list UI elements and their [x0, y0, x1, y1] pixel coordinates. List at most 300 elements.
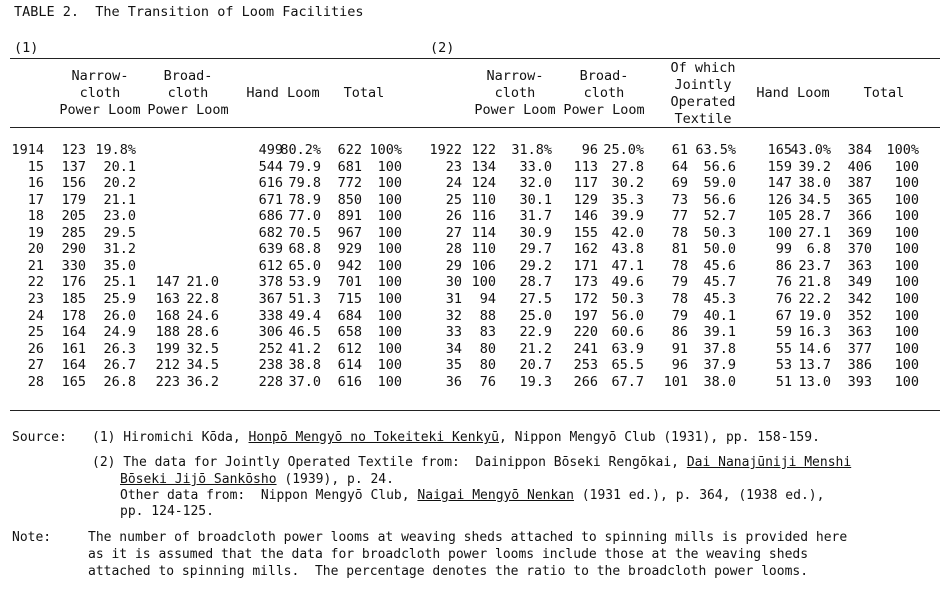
- right-cell-r11-c2: 22.9: [519, 324, 552, 341]
- right-cell-r12-c5: 91: [671, 340, 688, 357]
- right-cell-r0-c8: 43.0%: [790, 142, 831, 158]
- right-cell-r14-c2: 19.3: [519, 373, 552, 390]
- right-cell-r2-c9: 387: [847, 175, 872, 192]
- left-cell-r12-c7: 612: [337, 340, 362, 357]
- left-cell-r2-c2: 20.2: [103, 175, 136, 192]
- right-cell-r1-c8: 39.2: [798, 158, 831, 175]
- right-cell-r3-c1: 110: [471, 191, 496, 208]
- right-cell-r6-c6: 50.0: [703, 241, 736, 258]
- right-cell-r2-c1: 124: [471, 175, 496, 192]
- left-cell-r5-c8: 100: [377, 224, 402, 241]
- right-cell-r9-c2: 27.5: [519, 290, 552, 307]
- right-cell-r5-c4: 42.0: [611, 224, 644, 241]
- right-cell-r9-c0: 31: [445, 290, 462, 307]
- left-cell-r4-c7: 891: [337, 208, 362, 225]
- right-cell-r3-c6: 56.6: [703, 191, 736, 208]
- left-cell-r3-c5: 671: [258, 191, 283, 208]
- left-cell-r5-c2: 29.5: [103, 224, 136, 241]
- left-cell-r4-c1: 205: [61, 208, 86, 225]
- left-cell-r9-c5: 367: [258, 290, 283, 307]
- left-cell-r9-c8: 100: [377, 290, 402, 307]
- left-cell-r12-c0: 26: [27, 340, 44, 357]
- right-cell-r5-c0: 27: [445, 224, 462, 241]
- right-cell-r0-c0: 1922: [429, 142, 462, 158]
- right-cell-r4-c6: 52.7: [703, 208, 736, 225]
- right-cell-r11-c10: 100: [894, 324, 919, 341]
- source-1: (1) Hiromichi Kōda, Honpō Mengyō no Tokeiteki Kenkyū, Nippon Mengyō Club (1931), pp. 158-159.: [92, 430, 820, 445]
- left-cell-r5-c0: 19: [27, 224, 44, 241]
- left-cell-r12-c4: 32.5: [186, 340, 219, 357]
- right-cell-r4-c4: 39.9: [611, 208, 644, 225]
- right-cell-r8-c1: 100: [471, 274, 496, 291]
- left-cell-r5-c1: 285: [61, 224, 86, 241]
- right-cell-r5-c5: 78: [671, 224, 688, 241]
- right-cell-r8-c4: 49.6: [611, 274, 644, 291]
- right-cell-r11-c8: 16.3: [798, 324, 831, 341]
- right-cell-r10-c5: 79: [671, 307, 688, 324]
- right-cell-r10-c3: 197: [573, 307, 598, 324]
- section-2-label: (2): [430, 40, 455, 56]
- right-cell-r4-c8: 28.7: [798, 208, 831, 225]
- right-cell-r13-c0: 35: [445, 357, 462, 374]
- right-cell-r9-c5: 78: [671, 290, 688, 307]
- right-cell-r13-c10: 100: [894, 357, 919, 374]
- right-cell-r3-c2: 30.1: [519, 191, 552, 208]
- right-cell-r4-c9: 366: [847, 208, 872, 225]
- right-cell-r10-c0: 32: [445, 307, 462, 324]
- right-cell-r1-c3: 113: [573, 158, 598, 175]
- source-2-other: Other data from: Nippon Mengyō Club, Naigai Mengyō Nenkan (1931 ed.), p. 364, (1938 ed.),: [120, 488, 825, 503]
- left-cell-r11-c0: 25: [27, 324, 44, 341]
- left-cell-r10-c8: 100: [377, 307, 402, 324]
- left-cell-r2-c5: 616: [258, 175, 283, 192]
- left-cell-r13-c7: 614: [337, 357, 362, 374]
- rule-bottom: [10, 410, 940, 411]
- right-cell-r9-c10: 100: [894, 290, 919, 307]
- right-cell-r5-c7: 100: [767, 224, 792, 241]
- right-cell-r14-c3: 266: [573, 373, 598, 390]
- left-cell-r6-c2: 31.2: [103, 241, 136, 258]
- left-cell-r0-c5: 499: [258, 142, 283, 158]
- right-cell-r5-c9: 369: [847, 224, 872, 241]
- left-cell-r6-c0: 20: [27, 241, 44, 258]
- right-cell-r10-c4: 56.0: [611, 307, 644, 324]
- left-cell-r7-c8: 100: [377, 257, 402, 274]
- right-cell-r11-c7: 59: [775, 324, 792, 341]
- left-cell-r14-c6: 37.0: [288, 373, 321, 390]
- right-cell-r12-c9: 377: [847, 340, 872, 357]
- right-cell-r14-c0: 36: [445, 373, 462, 390]
- left-cell-r0-c0: 1914: [11, 142, 44, 158]
- left-cell-r11-c6: 46.5: [288, 324, 321, 341]
- left-cell-r0-c8: 100%: [369, 142, 402, 158]
- source-1-title: Honpō Mengyō no Tokeiteki Kenkyū: [248, 430, 499, 445]
- right-cell-r8-c2: 28.7: [519, 274, 552, 291]
- left-cell-r11-c5: 306: [258, 324, 283, 341]
- header-jointly-operated: Of which Jointly Operated Textile: [670, 60, 736, 127]
- right-cell-r0-c6: 63.5%: [695, 142, 736, 158]
- right-cell-r13-c8: 13.7: [798, 357, 831, 374]
- right-cell-r7-c6: 45.6: [703, 257, 736, 274]
- left-cell-r6-c1: 290: [61, 241, 86, 258]
- left-cell-r10-c4: 24.6: [186, 307, 219, 324]
- right-cell-r1-c5: 64: [671, 158, 688, 175]
- right-cell-r3-c4: 35.3: [611, 191, 644, 208]
- right-cell-r10-c8: 19.0: [798, 307, 831, 324]
- left-cell-r7-c6: 65.0: [288, 257, 321, 274]
- left-cell-r0-c2: 19.8%: [95, 142, 136, 158]
- left-cell-r14-c5: 228: [258, 373, 283, 390]
- right-cell-r0-c7: 165: [767, 142, 792, 158]
- source-2-other-title: Naigai Mengyō Nenkan: [417, 488, 574, 503]
- left-cell-r10-c3: 168: [155, 307, 180, 324]
- right-cell-r12-c4: 63.9: [611, 340, 644, 357]
- right-cell-r13-c4: 65.5: [611, 357, 644, 374]
- right-cell-r11-c3: 220: [573, 324, 598, 341]
- left-cell-r13-c5: 238: [258, 357, 283, 374]
- left-cell-r12-c5: 252: [258, 340, 283, 357]
- right-cell-r8-c10: 100: [894, 274, 919, 291]
- right-cell-r4-c2: 31.7: [519, 208, 552, 225]
- left-cell-r12-c6: 41.2: [288, 340, 321, 357]
- left-cell-r13-c0: 27: [27, 357, 44, 374]
- right-cell-r6-c0: 28: [445, 241, 462, 258]
- left-cell-r13-c1: 164: [61, 357, 86, 374]
- left-cell-r1-c6: 79.9: [288, 158, 321, 175]
- right-cell-r10-c9: 352: [847, 307, 872, 324]
- left-cell-r0-c6: 80.2%: [280, 142, 321, 158]
- left-cell-r10-c0: 24: [27, 307, 44, 324]
- source-2-cont: Bōseki Jijō Sankōsho (1939), p. 24.: [120, 472, 394, 487]
- right-cell-r2-c0: 24: [445, 175, 462, 192]
- right-cell-r6-c1: 110: [471, 241, 496, 258]
- left-cell-r3-c0: 17: [27, 191, 44, 208]
- right-cell-r1-c4: 27.8: [611, 158, 644, 175]
- left-cell-r5-c5: 682: [258, 224, 283, 241]
- right-cell-r1-c10: 100: [894, 158, 919, 175]
- right-cell-r7-c0: 29: [445, 257, 462, 274]
- right-cell-r1-c2: 33.0: [519, 158, 552, 175]
- left-cell-r10-c6: 49.4: [288, 307, 321, 324]
- right-cell-r6-c10: 100: [894, 241, 919, 258]
- section-1-label: (1): [14, 40, 39, 56]
- left-cell-r14-c1: 165: [61, 373, 86, 390]
- right-cell-r9-c3: 172: [573, 290, 598, 307]
- left-cell-r14-c2: 26.8: [103, 373, 136, 390]
- left-cell-r2-c6: 79.8: [288, 175, 321, 192]
- left-cell-r13-c6: 38.8: [288, 357, 321, 374]
- right-cell-r11-c6: 39.1: [703, 324, 736, 341]
- right-cell-r1-c6: 56.6: [703, 158, 736, 175]
- right-cell-r7-c5: 78: [671, 257, 688, 274]
- right-cell-r10-c10: 100: [894, 307, 919, 324]
- left-cell-r3-c8: 100: [377, 191, 402, 208]
- right-cell-r0-c3: 96: [581, 142, 598, 158]
- right-cell-r2-c10: 100: [894, 175, 919, 192]
- right-cell-r8-c0: 30: [445, 274, 462, 291]
- right-cell-r1-c9: 406: [847, 158, 872, 175]
- left-cell-r8-c5: 378: [258, 274, 283, 291]
- right-cell-r2-c8: 38.0: [798, 175, 831, 192]
- left-cell-r7-c2: 35.0: [103, 257, 136, 274]
- note-label: Note:: [12, 530, 52, 545]
- left-cell-r14-c3: 223: [155, 373, 180, 390]
- right-cell-r7-c3: 171: [573, 257, 598, 274]
- right-cell-r0-c5: 61: [671, 142, 688, 158]
- right-cell-r14-c7: 51: [775, 373, 792, 390]
- right-cell-r12-c10: 100: [894, 340, 919, 357]
- header-narrowcloth-2: Narrow- cloth Power Loom: [474, 68, 556, 118]
- right-cell-r0-c9: 384: [847, 142, 872, 158]
- header-total-1: Total: [343, 85, 385, 101]
- right-cell-r13-c6: 37.9: [703, 357, 736, 374]
- right-cell-r3-c0: 25: [445, 191, 462, 208]
- right-cell-r4-c10: 100: [894, 208, 919, 225]
- left-cell-r8-c4: 21.0: [186, 274, 219, 291]
- right-cell-r0-c1: 122: [471, 142, 496, 158]
- source-2-title-b: Bōseki Jijō Sankōsho: [120, 472, 277, 487]
- right-cell-r8-c7: 76: [775, 274, 792, 291]
- left-cell-r7-c7: 942: [337, 257, 362, 274]
- right-cell-r12-c6: 37.8: [703, 340, 736, 357]
- right-cell-r0-c2: 31.8%: [511, 142, 552, 158]
- left-cell-r14-c4: 36.2: [186, 373, 219, 390]
- left-cell-r7-c1: 330: [61, 257, 86, 274]
- left-cell-r8-c7: 701: [337, 274, 362, 291]
- right-cell-r0-c10: 100%: [886, 142, 919, 158]
- right-cell-r12-c0: 34: [445, 340, 462, 357]
- source-2-title-a: Dai Nanajūniji Menshi: [686, 455, 852, 470]
- left-cell-r10-c7: 684: [337, 307, 362, 324]
- left-cell-r3-c1: 179: [61, 191, 86, 208]
- left-cell-r1-c8: 100: [377, 158, 402, 175]
- left-cell-r10-c2: 26.0: [103, 307, 136, 324]
- left-cell-r8-c6: 53.9: [288, 274, 321, 291]
- left-cell-r4-c5: 686: [258, 208, 283, 225]
- left-cell-r9-c7: 715: [337, 290, 362, 307]
- right-cell-r6-c3: 162: [573, 241, 598, 258]
- left-cell-r11-c4: 28.6: [186, 324, 219, 341]
- right-cell-r9-c9: 342: [847, 290, 872, 307]
- left-cell-r13-c3: 212: [155, 357, 180, 374]
- right-cell-r14-c8: 13.0: [798, 373, 831, 390]
- left-cell-r13-c4: 34.5: [186, 357, 219, 374]
- right-cell-r14-c10: 100: [894, 373, 919, 390]
- right-cell-r1-c0: 23: [445, 158, 462, 175]
- right-cell-r9-c7: 76: [775, 290, 792, 307]
- right-cell-r2-c6: 59.0: [703, 175, 736, 192]
- right-cell-r4-c0: 26: [445, 208, 462, 225]
- right-cell-r8-c9: 349: [847, 274, 872, 291]
- right-cell-r10-c2: 25.0: [519, 307, 552, 324]
- header-handloom-2: Hand Loom: [756, 85, 830, 101]
- left-cell-r11-c1: 164: [61, 324, 86, 341]
- right-cell-r5-c1: 114: [471, 224, 496, 241]
- right-cell-r6-c5: 81: [671, 241, 688, 258]
- right-cell-r7-c1: 106: [471, 257, 496, 274]
- left-cell-r9-c6: 51.3: [288, 290, 321, 307]
- left-cell-r4-c0: 18: [27, 208, 44, 225]
- left-cell-r3-c2: 21.1: [103, 191, 136, 208]
- right-cell-r5-c3: 155: [573, 224, 598, 241]
- right-cell-r3-c3: 129: [573, 191, 598, 208]
- right-cell-r2-c3: 117: [573, 175, 598, 192]
- right-cell-r7-c2: 29.2: [519, 257, 552, 274]
- header-handloom-1: Hand Loom: [246, 85, 320, 101]
- right-cell-r13-c1: 80: [479, 357, 496, 374]
- table-title: TABLE 2. The Transition of Loom Facilities: [14, 4, 364, 20]
- left-cell-r10-c5: 338: [258, 307, 283, 324]
- left-cell-r12-c2: 26.3: [103, 340, 136, 357]
- left-cell-r8-c1: 176: [61, 274, 86, 291]
- left-cell-r9-c2: 25.9: [103, 290, 136, 307]
- right-cell-r1-c7: 159: [767, 158, 792, 175]
- right-cell-r13-c2: 20.7: [519, 357, 552, 374]
- right-cell-r2-c5: 69: [671, 175, 688, 192]
- right-cell-r11-c9: 363: [847, 324, 872, 341]
- right-cell-r6-c9: 370: [847, 241, 872, 258]
- left-cell-r0-c1: 123: [61, 142, 86, 158]
- left-cell-r11-c3: 188: [155, 324, 180, 341]
- right-cell-r6-c8: 6.8: [806, 241, 831, 258]
- left-cell-r1-c0: 15: [27, 158, 44, 175]
- right-cell-r7-c4: 47.1: [611, 257, 644, 274]
- header-broadcloth-1: Broad- cloth Power Loom: [147, 68, 229, 118]
- right-cell-r8-c8: 21.8: [798, 274, 831, 291]
- left-cell-r14-c0: 28: [27, 373, 44, 390]
- right-cell-r11-c0: 33: [445, 324, 462, 341]
- left-cell-r2-c8: 100: [377, 175, 402, 192]
- left-cell-r12-c3: 199: [155, 340, 180, 357]
- left-cell-r5-c7: 967: [337, 224, 362, 241]
- header-narrowcloth-1: Narrow- cloth Power Loom: [59, 68, 141, 118]
- left-cell-r11-c8: 100: [377, 324, 402, 341]
- left-cell-r10-c1: 178: [61, 307, 86, 324]
- right-cell-r3-c10: 100: [894, 191, 919, 208]
- left-cell-r12-c8: 100: [377, 340, 402, 357]
- right-cell-r5-c8: 27.1: [798, 224, 831, 241]
- left-cell-r9-c0: 23: [27, 290, 44, 307]
- right-cell-r12-c8: 14.6: [798, 340, 831, 357]
- left-cell-r9-c1: 185: [61, 290, 86, 307]
- right-cell-r3-c5: 73: [671, 191, 688, 208]
- note-line-2: as it is assumed that the data for broadcloth power looms include those at the weaving sheds: [88, 547, 809, 562]
- left-cell-r4-c2: 23.0: [103, 208, 136, 225]
- note-line-3: attached to spinning mills. The percentage denotes the ratio to the broadcloth power looms.: [88, 564, 809, 579]
- rule-header: [10, 127, 940, 128]
- right-cell-r6-c4: 43.8: [611, 241, 644, 258]
- right-cell-r4-c7: 105: [767, 208, 792, 225]
- left-cell-r2-c0: 16: [27, 175, 44, 192]
- source-2: (2) The data for Jointly Operated Textile from: Dainippon Bōseki Rengōkai, Dai Nanajūniji Menshi: [92, 455, 852, 470]
- left-cell-r6-c6: 68.8: [288, 241, 321, 258]
- left-cell-r7-c0: 21: [27, 257, 44, 274]
- source-label: Source:: [12, 430, 67, 445]
- right-cell-r7-c10: 100: [894, 257, 919, 274]
- left-cell-r8-c0: 22: [27, 274, 44, 291]
- left-cell-r2-c7: 772: [337, 175, 362, 192]
- right-cell-r10-c6: 40.1: [703, 307, 736, 324]
- right-cell-r8-c3: 173: [573, 274, 598, 291]
- source-2-pages: pp. 124-125.: [120, 504, 214, 519]
- left-cell-r1-c5: 544: [258, 158, 283, 175]
- left-cell-r8-c2: 25.1: [103, 274, 136, 291]
- right-cell-r9-c1: 94: [479, 290, 496, 307]
- right-cell-r13-c3: 253: [573, 357, 598, 374]
- left-cell-r9-c3: 163: [155, 290, 180, 307]
- right-cell-r13-c5: 96: [671, 357, 688, 374]
- right-cell-r11-c5: 86: [671, 324, 688, 341]
- right-cell-r3-c8: 34.5: [798, 191, 831, 208]
- left-cell-r4-c8: 100: [377, 208, 402, 225]
- right-cell-r14-c4: 67.7: [611, 373, 644, 390]
- left-cell-r8-c8: 100: [377, 274, 402, 291]
- right-cell-r4-c1: 116: [471, 208, 496, 225]
- left-cell-r0-c7: 622: [337, 142, 362, 158]
- right-cell-r8-c6: 45.7: [703, 274, 736, 291]
- right-cell-r7-c8: 23.7: [798, 257, 831, 274]
- left-cell-r13-c8: 100: [377, 357, 402, 374]
- right-cell-r2-c7: 147: [767, 175, 792, 192]
- right-cell-r12-c3: 241: [573, 340, 598, 357]
- right-cell-r4-c5: 77: [671, 208, 688, 225]
- right-cell-r11-c1: 83: [479, 324, 496, 341]
- right-cell-r10-c1: 88: [479, 307, 496, 324]
- note-line-1: The number of broadcloth power looms at weaving sheds attached to spinning mills is provided here: [88, 530, 848, 545]
- right-cell-r6-c2: 29.7: [519, 241, 552, 258]
- left-cell-r14-c8: 100: [377, 373, 402, 390]
- right-cell-r12-c1: 80: [479, 340, 496, 357]
- left-cell-r6-c7: 929: [337, 241, 362, 258]
- right-cell-r7-c7: 86: [775, 257, 792, 274]
- left-cell-r1-c1: 137: [61, 158, 86, 175]
- right-cell-r4-c3: 146: [573, 208, 598, 225]
- left-cell-r1-c2: 20.1: [103, 158, 136, 175]
- left-cell-r11-c2: 24.9: [103, 324, 136, 341]
- left-cell-r13-c2: 26.7: [103, 357, 136, 374]
- right-cell-r9-c4: 50.3: [611, 290, 644, 307]
- rule-top: [10, 58, 940, 59]
- left-cell-r1-c7: 681: [337, 158, 362, 175]
- left-cell-r6-c8: 100: [377, 241, 402, 258]
- left-cell-r2-c1: 156: [61, 175, 86, 192]
- left-cell-r4-c6: 77.0: [288, 208, 321, 225]
- left-cell-r12-c1: 161: [61, 340, 86, 357]
- right-cell-r10-c7: 67: [775, 307, 792, 324]
- right-cell-r6-c7: 99: [775, 241, 792, 258]
- right-cell-r5-c2: 30.9: [519, 224, 552, 241]
- right-cell-r11-c4: 60.6: [611, 324, 644, 341]
- right-cell-r13-c9: 386: [847, 357, 872, 374]
- right-cell-r2-c4: 30.2: [611, 175, 644, 192]
- left-cell-r11-c7: 658: [337, 324, 362, 341]
- right-cell-r2-c2: 32.0: [519, 175, 552, 192]
- right-cell-r13-c7: 53: [775, 357, 792, 374]
- left-cell-r14-c7: 616: [337, 373, 362, 390]
- right-cell-r14-c1: 76: [479, 373, 496, 390]
- left-cell-r6-c5: 639: [258, 241, 283, 258]
- right-cell-r3-c9: 365: [847, 191, 872, 208]
- header-total-2: Total: [863, 85, 905, 101]
- left-cell-r9-c4: 22.8: [186, 290, 219, 307]
- header-broadcloth-2: Broad- cloth Power Loom: [563, 68, 645, 118]
- right-cell-r5-c10: 100: [894, 224, 919, 241]
- right-cell-r3-c7: 126: [767, 191, 792, 208]
- right-cell-r1-c1: 134: [471, 158, 496, 175]
- right-cell-r12-c2: 21.2: [519, 340, 552, 357]
- left-cell-r3-c7: 850: [337, 191, 362, 208]
- left-cell-r8-c3: 147: [155, 274, 180, 291]
